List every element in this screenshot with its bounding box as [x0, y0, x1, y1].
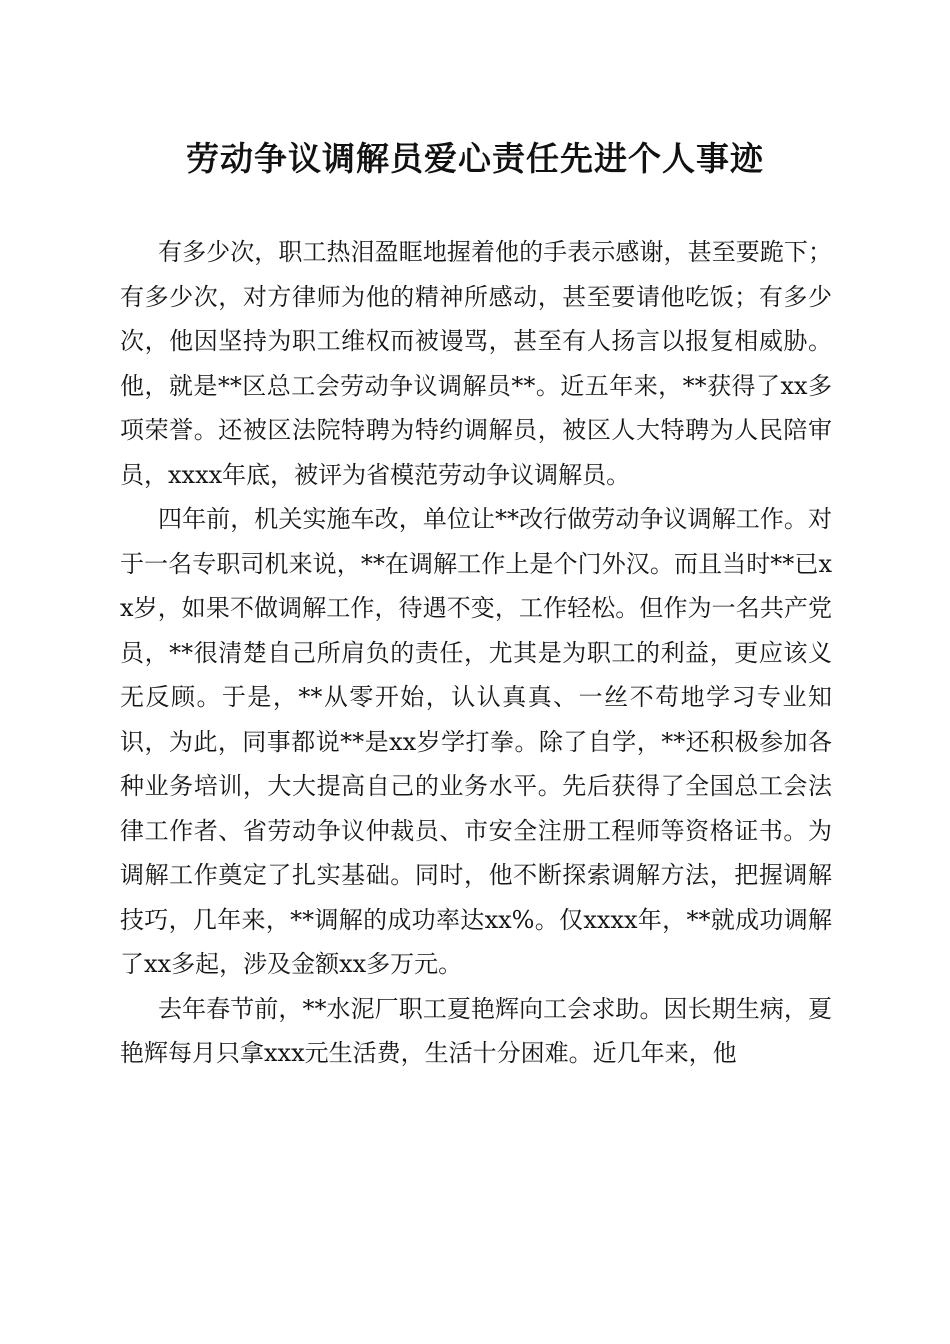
- document-title: 劳动争议调解员爱心责任先进个人事迹: [186, 139, 764, 178]
- paragraph-case-story: 去年春节前，**水泥厂职工夏艳辉向工会求助。因长期生病，夏艳辉每月只拿xxx元生活费，生活十分困难。近几年来，他: [120, 994, 832, 1067]
- paragraph-career-change: 四年前，机关实施车改，单位让**改行做劳动争议调解工作。对于一名专职司机来说，**在调解工作上是个门外汉。而且当时**已xx岁，如果不做调解工作，待遇不变，工作轻松。但作为一名共产党员，**很清楚自己所肩负的责任，尤其是为职工的利益，更应该义无反顾。于是，**从零开始，认认真真、一丝不苟地学习专业知识，为此，同事都说**是xx岁学打拳。除了自学，**还积极参加各种业务培训，大大提高自己的业务水平。先后获得了全国总工会法律工作者、省劳动争议仲裁员、市安全注册工程师等资格证书。为调解工作奠定了扎实基础。同时，他不断探索调解方法，把握调解技巧，几年来，**调解的成功率达xx%。仅xxxx年，**就成功调解了xx多起，涉及金额xx多万元。: [120, 505, 832, 978]
- document-body: [120, 230, 832, 1076]
- paragraph-intro: 有多少次，职工热泪盈眶地握着他的手表示感谢，甚至要跪下；有多少次，对方律师为他的精神所感动，甚至要请他吃饭；有多少次，他因坚持为职工维权而被谩骂，甚至有人扬言以报复相威胁。他，就是**区总工会劳动争议调解员**。近五年来，**获得了xx多项荣誉。还被区法院特聘为特约调解员，被区人大特聘为人民陪审员，xxxx年底，被评为省模范劳动争议调解员。: [120, 238, 832, 489]
